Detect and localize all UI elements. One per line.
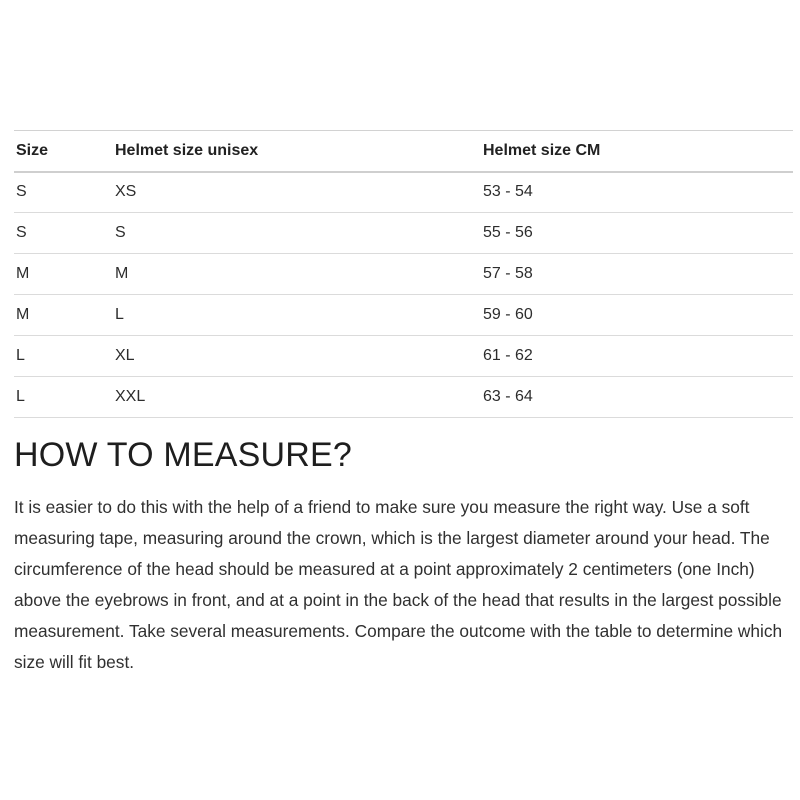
table-row — [14, 377, 793, 418]
cm-cell: 55 - 56 — [481, 213, 793, 254]
size-table-body — [14, 172, 793, 418]
size-cell: M — [14, 254, 113, 295]
unisex-cell: L — [113, 295, 481, 336]
table-row — [14, 172, 793, 213]
unisex-cell: S — [113, 213, 481, 254]
col-header-unisex: Helmet size unisex — [113, 131, 481, 172]
unisex-cell: XS — [113, 172, 481, 213]
table-row — [14, 213, 793, 254]
col-header-size: Size — [14, 131, 113, 172]
how-to-measure-heading: HOW TO MEASURE? — [14, 436, 353, 474]
how-to-measure-paragraph: It is easier to do this with the help of a friend to make sure you measure the right way. Use a soft measuring tape, measuring around the crown, which is the largest diameter around your head. The circumference of the head should be measured at a point approximately 2 centimeters (one Inch) above the eyebrows in front, and at a point in the back of the head that results in the largest possible measurement. Take several measurements. Compare the outcome with the table to determine which size will fit best. — [14, 497, 783, 672]
cm-cell: 59 - 60 — [481, 295, 793, 336]
size-cell: S — [14, 172, 113, 213]
cm-cell: 57 - 58 — [481, 254, 793, 295]
table-row — [14, 254, 793, 295]
cm-cell: 53 - 54 — [481, 172, 793, 213]
cm-cell: 61 - 62 — [481, 336, 793, 377]
table-row — [14, 336, 793, 377]
unisex-cell: XL — [113, 336, 481, 377]
unisex-cell: M — [113, 254, 481, 295]
cm-cell: 63 - 64 — [481, 377, 793, 418]
size-cell: M — [14, 295, 113, 336]
unisex-cell: XXL — [113, 377, 481, 418]
size-table-header — [14, 131, 793, 172]
header-row — [14, 131, 793, 172]
helmet-size-table — [14, 130, 793, 418]
size-cell: L — [14, 336, 113, 377]
col-header-cm: Helmet size CM — [481, 131, 793, 172]
size-cell: S — [14, 213, 113, 254]
table-row — [14, 295, 793, 336]
size-cell: L — [14, 377, 113, 418]
